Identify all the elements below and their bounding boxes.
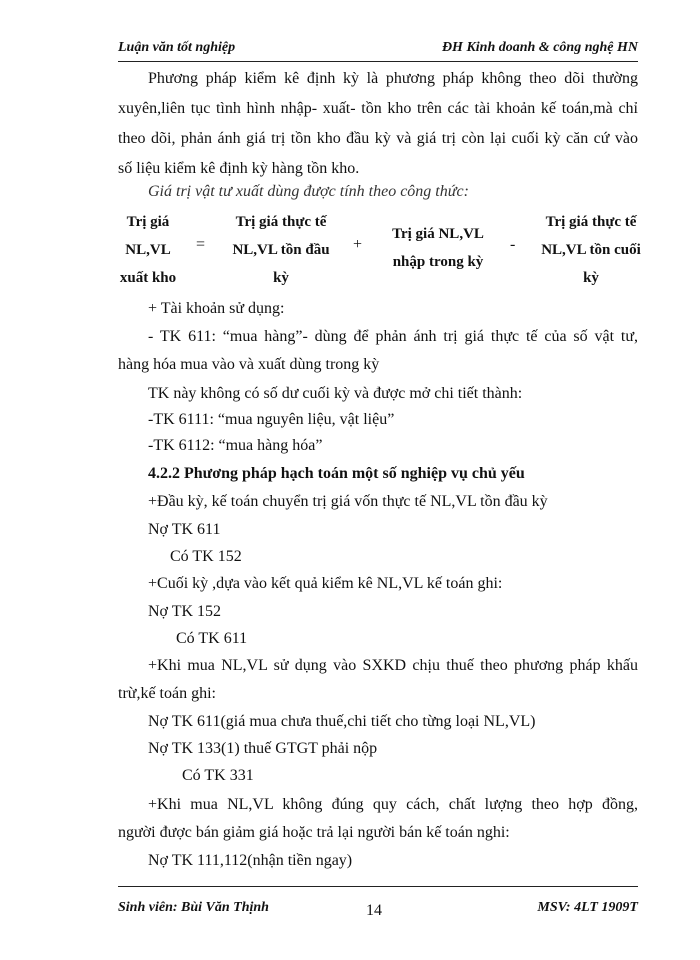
paragraph-line: +Khi mua NL,VL sử dụng vào SXKD chịu thuế theo phương pháp khấu: [148, 657, 638, 674]
header-rule: [118, 61, 638, 62]
journal-entry: Nợ TK 611(giá mua chưa thuế,chi tiết cho từng loại NL,VL): [148, 713, 536, 730]
section-heading: 4.2.2 Phương pháp hạch toán một số nghiệp vụ chủ yếu: [148, 465, 525, 482]
page-number: 14: [366, 902, 382, 919]
paragraph-line: TK này không có số dư cuối kỳ và được mở chi tiết thành:: [148, 385, 523, 402]
journal-entry: Có TK 331: [182, 767, 254, 784]
paragraph-line: +Cuối kỳ ,dựa vào kết quả kiểm kê NL,VL kế toán ghi:: [148, 575, 503, 592]
paragraph-line: + Tài khoản sử dụng:: [148, 300, 285, 317]
student-id: MSV: 4LT 1909T: [537, 900, 638, 915]
formula-term-purchased: Trị giá NL,VL nhập trong kỳ: [392, 226, 484, 270]
page-footer: [118, 900, 638, 922]
formula-term-issued: Trị giá NL,VL xuất kho: [119, 214, 177, 286]
equals-sign: =: [196, 236, 206, 253]
formula-term-closing: Trị giá thực tế NL,VL tồn cuối kỳ: [541, 214, 641, 286]
paragraph-line: xuyên,liên tục tình hình nhập- xuất- tồn kho trên các tài khoản kế toán,mà chỉ: [118, 100, 638, 117]
paragraph-line: +Khi mua NL,VL không đúng quy cách, chất lượng theo hợp đồng,: [148, 796, 638, 813]
journal-entry: Nợ TK 611: [148, 521, 221, 538]
paragraph-line: -TK 6111: “mua nguyên liệu, vật liệu”: [148, 411, 395, 428]
journal-entry: Có TK 611: [176, 630, 248, 647]
plus-sign: +: [353, 236, 363, 253]
header-institution: ĐH Kinh doanh & công nghệ HN: [441, 40, 638, 55]
minus-sign: -: [510, 236, 516, 253]
paragraph-line: +Đầu kỳ, kế toán chuyển trị giá vốn thực tế NL,VL tồn đầu kỳ: [148, 493, 548, 510]
student-name: Sinh viên: Bùi Văn Thịnh: [118, 900, 269, 915]
paragraph-line: -TK 6112: “mua hàng hóa”: [148, 437, 323, 454]
page-header: [118, 40, 638, 60]
valuation-formula: [118, 208, 658, 288]
paragraph-line: Phương pháp kiểm kê định kỳ là phương pháp không theo dõi thường: [148, 70, 638, 87]
journal-entry: Nợ TK 133(1) thuế GTGT phải nộp: [148, 740, 378, 757]
footer-rule: [118, 886, 638, 887]
header-title: Luận văn tốt nghiệp: [118, 40, 236, 55]
paragraph-line: số liệu kiểm kê định kỳ hàng tồn kho.: [118, 160, 360, 177]
formula-intro: Giá trị vật tư xuất dùng được tính theo công thức:: [148, 183, 469, 200]
journal-entry: Nợ TK 111,112(nhận tiền ngay): [148, 852, 353, 869]
formula-term-opening: Trị giá thực tế NL,VL tồn đầu kỳ: [232, 214, 330, 286]
journal-entry: Có TK 152: [170, 548, 242, 565]
paragraph-line: hàng hóa mua vào và xuất dùng trong kỳ: [118, 356, 380, 373]
paragraph-line: theo dõi, phản ánh giá trị tồn kho đầu kỳ và giá trị còn lại cuối kỳ căn cứ vào: [118, 130, 638, 147]
paragraph-line: - TK 611: “mua hàng”- dùng để phản ánh trị giá thực tế của số vật tư,: [148, 328, 638, 345]
paragraph-line: trừ,kế toán ghi:: [118, 685, 216, 702]
paragraph-line: người được bán giảm giá hoặc trả lại người bán kế toán nghi:: [118, 824, 510, 841]
journal-entry: Nợ TK 152: [148, 603, 222, 620]
